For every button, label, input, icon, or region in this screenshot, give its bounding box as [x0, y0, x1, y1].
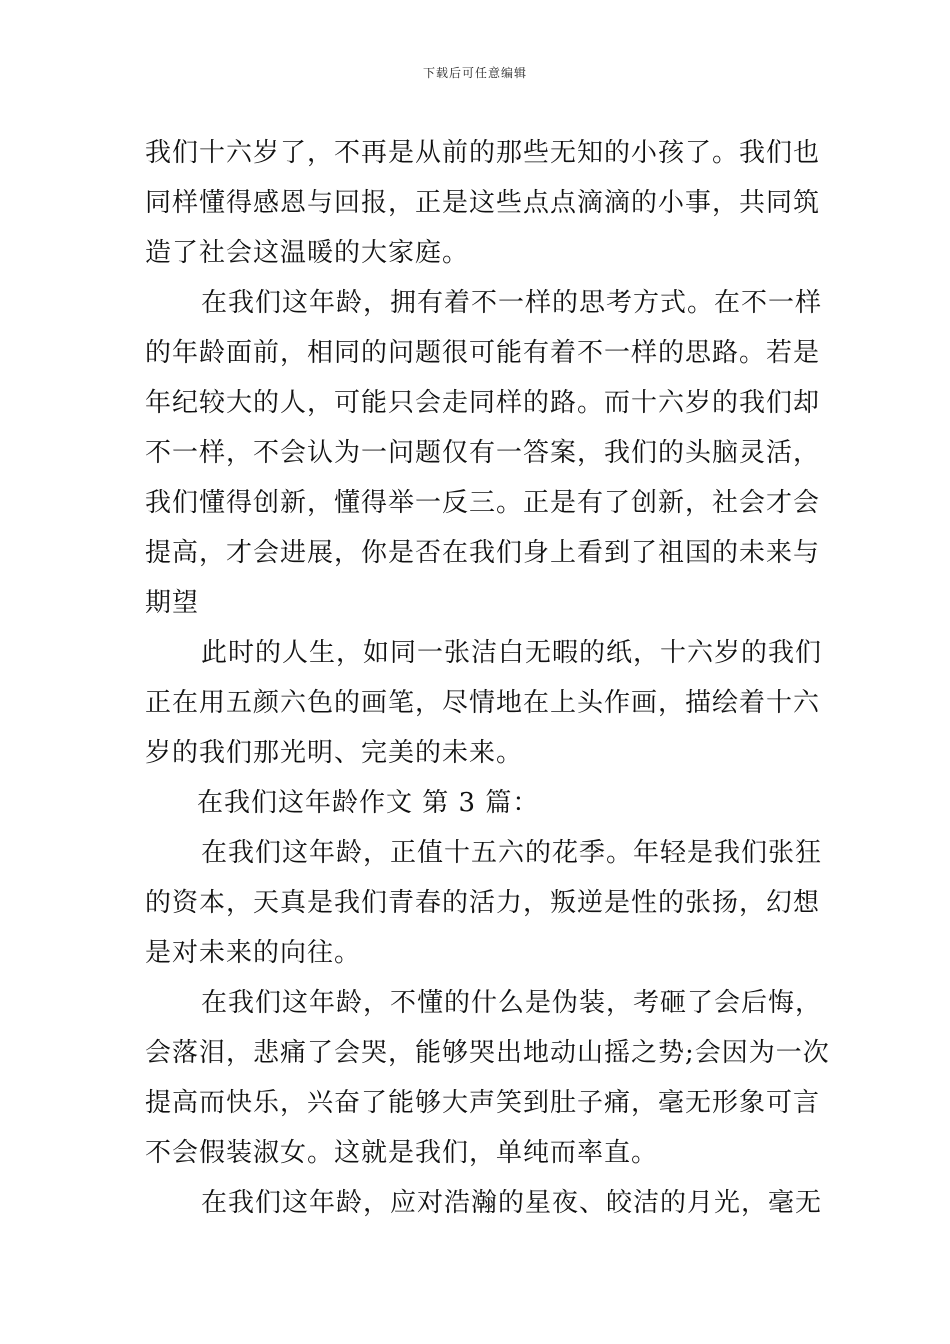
body-text	[145, 128, 830, 1228]
text-line: 在我们这年龄，拥有着不一样的思考方式。在不一样	[201, 288, 823, 318]
text-line: 在我们这年龄，正值十五六的花季。年轻是我们张狂	[201, 838, 823, 868]
text-line: 此时的人生，如同一张洁白无暇的纸，十六岁的我们	[201, 638, 823, 668]
text-line: 提高而快乐，兴奋了能够大声笑到肚子痛，毫无形象可言	[145, 1088, 821, 1118]
text-line: 不会假装淑女。这就是我们，单纯而率直。	[145, 1138, 659, 1168]
text-line: 不一样，不会认为一问题仅有一答案，我们的头脑灵活，	[145, 438, 821, 468]
text-line: 年纪较大的人，可能只会走同样的路。而十六岁的我们却	[145, 388, 821, 418]
header-note: 下载后可任意编辑	[422, 66, 527, 80]
text-line: 的资本，天真是我们青春的活力，叛逆是性的张扬，幻想	[145, 888, 821, 918]
text-line: 岁的我们那光明、完美的未来。	[145, 738, 524, 768]
section-heading: 在我们这年龄作文 第 3 篇：	[197, 788, 540, 818]
text-line: 在我们这年龄，不懂的什么是伪装，考砸了会后悔，	[201, 988, 823, 1018]
text-line: 我们懂得创新，懂得举一反三。正是有了创新，社会才会	[145, 488, 821, 518]
text-line: 我们十六岁了，不再是从前的那些无知的小孩了。我们也	[145, 138, 821, 168]
text-line: 期望	[145, 588, 200, 618]
text-line: 提高，才会进展，你是否在我们身上看到了祖国的未来与	[145, 538, 821, 568]
text-line: 同样懂得感恩与回报，正是这些点点滴滴的小事，共同筑	[145, 188, 821, 218]
text-line: 在我们这年龄，应对浩瀚的星夜、皎洁的月光，毫无	[201, 1188, 823, 1218]
text-line: 的年龄面前，相同的问题很可能有着不一样的思路。若是	[145, 338, 821, 368]
text-line: 正在用五颜六色的画笔，尽情地在上头作画，描绘着十六	[145, 688, 821, 718]
text-line: 会落泪，悲痛了会哭，能够哭出地动山摇之势;会因为一次	[145, 1038, 830, 1068]
text-line: 造了社会这温暖的大家庭。	[145, 238, 470, 268]
text-line: 是对未来的向往。	[145, 938, 362, 968]
